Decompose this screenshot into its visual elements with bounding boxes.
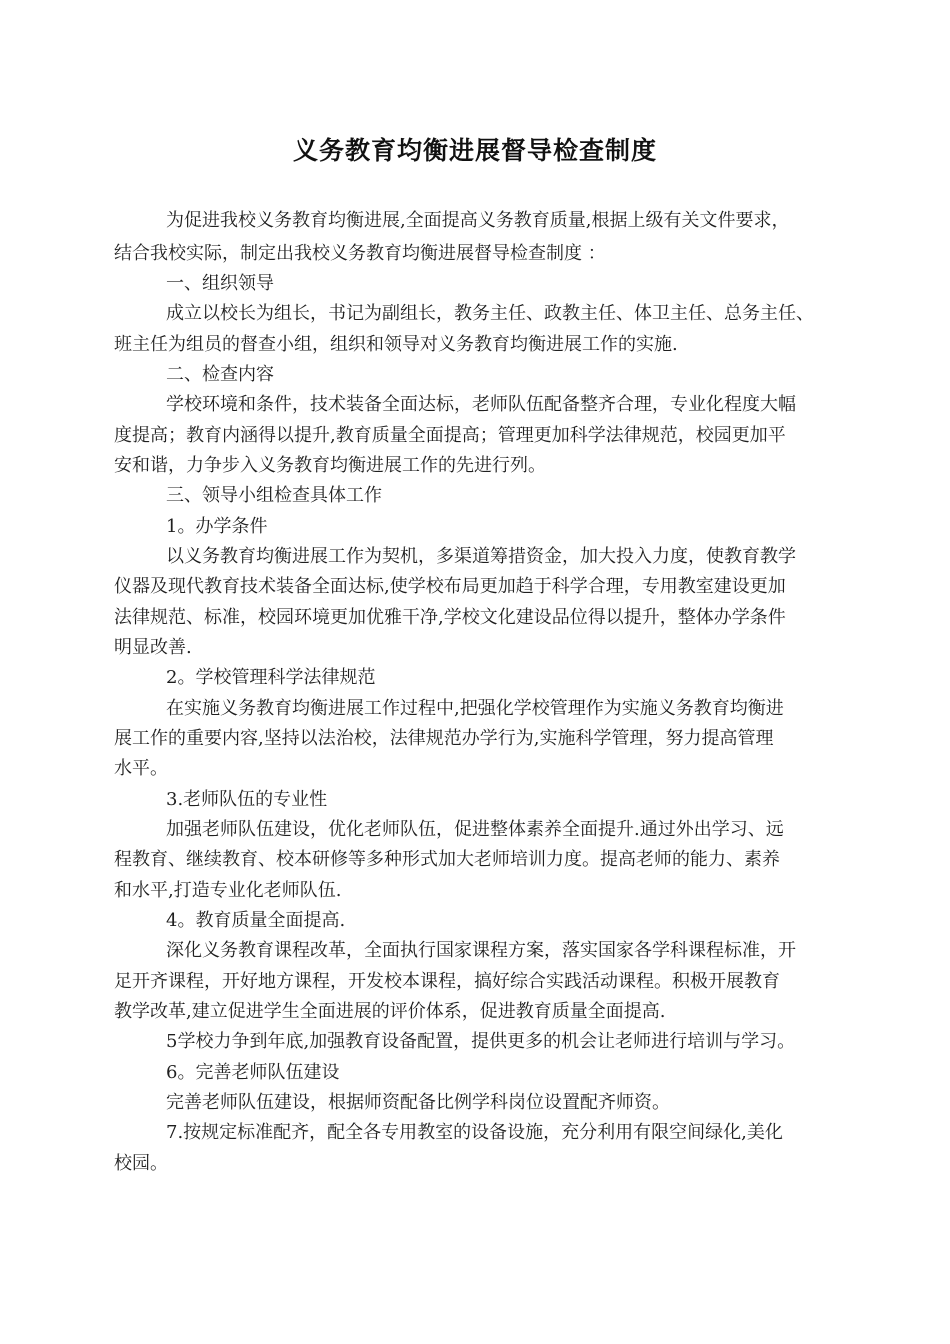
text-line: 完善老师队伍建设，根据师资配备比例学科岗位设置配齐师资。: [166, 1092, 670, 1113]
subsection-heading: 1。办学条件: [166, 516, 268, 537]
text-line: 程教育、继续教育、校本研修等多种形式加大老师培训力度。提高老师的能力、素养: [114, 849, 780, 870]
text-line: 法律规范、标准，校园环境更加优雅干净,学校文化建设品位得以提升，整体办学条件: [114, 607, 786, 628]
text-line: 度提高；教育内涵得以提升,教育质量全面提高；管理更加科学法律规范，校园更加平: [114, 425, 786, 446]
text-line: 水平。: [114, 758, 168, 779]
text-line: 学校环境和条件，技术装备全面达标，老师队伍配备整齐合理，专业化程度大幅: [166, 394, 796, 415]
text-line: 结合我校实际，制定出我校义务教育均衡进展督导检查制度 ：: [114, 243, 606, 264]
text-line: 班主任为组员的督查小组，组织和领导对义务教育均衡进展工作的实施.: [114, 334, 678, 355]
text-line: 教学改革,建立促进学生全面进展的评价体系，促进教育质量全面提高.: [114, 1001, 666, 1022]
subsection-heading: 6。完善老师队伍建设: [166, 1062, 340, 1083]
subsection-heading: 2。学校管理科学法律规范: [166, 667, 376, 688]
text-line: 校园。: [114, 1153, 168, 1174]
section-heading: 三、领导小组检查具体工作: [166, 485, 382, 506]
text-line: 仪器及现代教育技术装备全面达标,使学校布局更加趋于科学合理，专用教室建设更加: [114, 576, 786, 597]
subsection-heading: 3.老师队伍的专业性: [166, 789, 328, 810]
text-line: 安和谐，力争步入义务教育均衡进展工作的先进行列。: [114, 455, 546, 476]
text-line: 成立以校长为组长，书记为副组长，教务主任、政教主任、体卫主任、总务主任、: [166, 303, 814, 324]
text-line: 深化义务教育课程改革，全面执行国家课程方案，落实国家各学科课程标准，开: [166, 940, 796, 961]
section-heading: 二、检查内容: [166, 364, 274, 385]
text-line: 在实施义务教育均衡进展工作过程中,把强化学校管理作为实施义务教育均衡进: [166, 698, 784, 719]
text-line: 5学校力争到年底,加强教育设备配置，提供更多的机会让老师进行培训与学习。: [166, 1031, 796, 1052]
text-line: 展工作的重要内容,坚持以法治校，法律规范办学行为,实施科学管理，努力提高管理: [114, 728, 774, 749]
subsection-heading: 4。教育质量全面提高.: [166, 910, 346, 931]
page-title: 义务教育均衡进展督导检查制度: [292, 136, 657, 165]
text-line: 和水平,打造专业化老师队伍.: [114, 880, 342, 901]
text-line: 明显改善.: [114, 637, 192, 658]
text-line: 加强老师队伍建设，优化老师队伍，促进整体素养全面提升.通过外出学习、远: [166, 819, 784, 840]
text-line: 7.按规定标准配齐，配全各专用教室的设备设施，充分利用有限空间绿化,美化: [166, 1122, 783, 1143]
section-heading: 一、组织领导: [166, 273, 274, 294]
text-line: 足开齐课程，开好地方课程，开发校本课程，搞好综合实践活动课程。积极开展教育: [114, 971, 780, 992]
text-line: 为促进我校义务教育均衡进展,全面提高义务教育质量,根据上级有关文件要求，: [166, 210, 790, 231]
text-line: 以义务教育均衡进展工作为契机，多渠道筹措资金，加大投入力度，使教育教学: [166, 546, 796, 567]
